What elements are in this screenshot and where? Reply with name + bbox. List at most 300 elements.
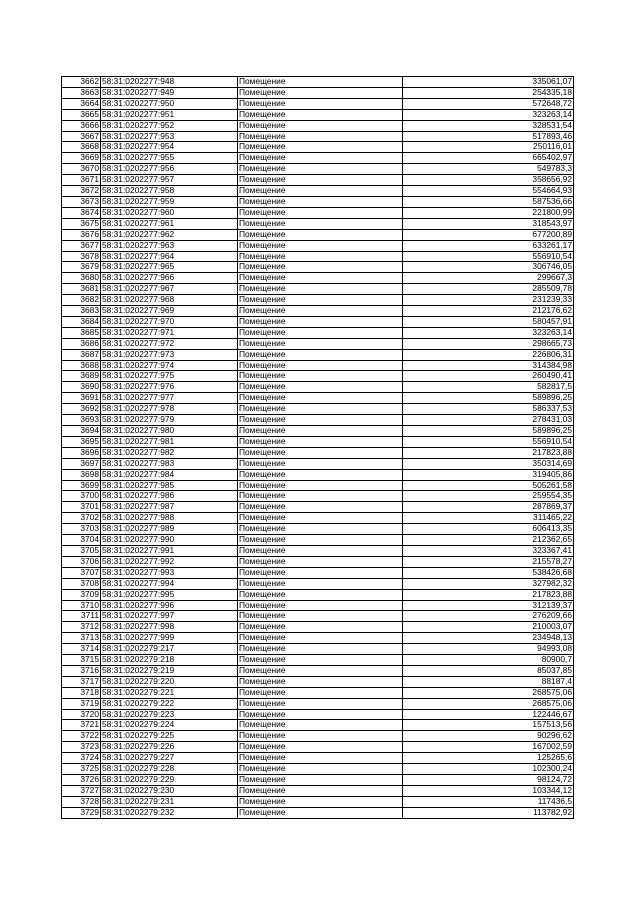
cadastral-number-cell: 58:31:0202277:964: [101, 251, 238, 262]
table-row: [62, 742, 574, 753]
object-type-cell: Помещение: [238, 273, 403, 284]
cadastral-value-cell: 254335,18: [403, 87, 574, 98]
object-type-cell: Помещение: [238, 524, 403, 535]
row-number-cell: 3698: [62, 469, 101, 480]
object-type-cell: Помещение: [238, 393, 403, 404]
cadastral-number-cell: 58:31:0202279:226: [101, 742, 238, 753]
cadastral-value-cell: 312139,37: [403, 600, 574, 611]
cadastral-number-cell: 58:31:0202277:984: [101, 469, 238, 480]
row-number-cell: 3714: [62, 644, 101, 655]
cadastral-value-cell: 221800,99: [403, 207, 574, 218]
row-number-cell: 3729: [62, 807, 101, 818]
object-type-cell: Помещение: [238, 764, 403, 775]
cadastral-number-cell: 58:31:0202277:980: [101, 426, 238, 437]
cadastral-value-cell: 606413,35: [403, 524, 574, 535]
object-type-cell: Помещение: [238, 796, 403, 807]
cadastral-value-cell: 125265,6: [403, 753, 574, 764]
cadastral-number-cell: 58:31:0202277:950: [101, 98, 238, 109]
object-type-cell: Помещение: [238, 785, 403, 796]
row-number-cell: 3691: [62, 393, 101, 404]
table-row: [62, 316, 574, 327]
row-number-cell: 3703: [62, 524, 101, 535]
row-number-cell: 3709: [62, 589, 101, 600]
cadastral-number-cell: 58:31:0202279:225: [101, 731, 238, 742]
cadastral-number-cell: 58:31:0202277:981: [101, 436, 238, 447]
cadastral-value-cell: 589896,25: [403, 426, 574, 437]
table-row: [62, 164, 574, 175]
table-row: [62, 447, 574, 458]
table-row: [62, 535, 574, 546]
cadastral-number-cell: 58:31:0202277:977: [101, 393, 238, 404]
cadastral-value-cell: 276209,66: [403, 611, 574, 622]
cadastral-number-cell: 58:31:0202277:970: [101, 316, 238, 327]
cadastral-value-cell: 268575,06: [403, 698, 574, 709]
table-row: [62, 142, 574, 153]
table-row: [62, 665, 574, 676]
cadastral-value-cell: 231239,33: [403, 295, 574, 306]
object-type-cell: Помещение: [238, 480, 403, 491]
cadastral-value-cell: 556910,54: [403, 436, 574, 447]
object-type-cell: Помещение: [238, 251, 403, 262]
row-number-cell: 3727: [62, 785, 101, 796]
cadastral-number-cell: 58:31:0202277:963: [101, 240, 238, 251]
row-number-cell: 3673: [62, 196, 101, 207]
object-type-cell: Помещение: [238, 600, 403, 611]
table-row: [62, 556, 574, 567]
table-body: [62, 77, 574, 819]
object-type-cell: Помещение: [238, 665, 403, 676]
table-row: [62, 131, 574, 142]
row-number-cell: 3676: [62, 229, 101, 240]
cadastral-value-cell: 327982,32: [403, 578, 574, 589]
cadastral-number-cell: 58:31:0202279:223: [101, 709, 238, 720]
cadastral-value-cell: 90296,62: [403, 731, 574, 742]
cadastral-number-cell: 58:31:0202277:949: [101, 87, 238, 98]
row-number-cell: 3725: [62, 764, 101, 775]
cadastral-number-cell: 58:31:0202277:952: [101, 120, 238, 131]
object-type-cell: Помещение: [238, 306, 403, 317]
object-type-cell: Помещение: [238, 338, 403, 349]
cadastral-value-cell: 278431,03: [403, 415, 574, 426]
object-type-cell: Помещение: [238, 753, 403, 764]
cadastral-value-cell: 556910,54: [403, 251, 574, 262]
cadastral-number-cell: 58:31:0202277:975: [101, 371, 238, 382]
cadastral-number-cell: 58:31:0202277:979: [101, 415, 238, 426]
table-row: [62, 404, 574, 415]
table-row: [62, 415, 574, 426]
cadastral-value-cell: 358656,92: [403, 175, 574, 186]
object-type-cell: Помещение: [238, 567, 403, 578]
table-row: [62, 262, 574, 273]
row-number-cell: 3704: [62, 535, 101, 546]
cadastral-number-cell: 58:31:0202279:218: [101, 655, 238, 666]
row-number-cell: 3674: [62, 207, 101, 218]
table-row: [62, 295, 574, 306]
cadastral-value-cell: 586337,53: [403, 404, 574, 415]
table-row: [62, 436, 574, 447]
row-number-cell: 3666: [62, 120, 101, 131]
cadastral-value-cell: 554664,93: [403, 186, 574, 197]
cadastral-value-cell: 268575,06: [403, 687, 574, 698]
cadastral-value-cell: 167002,59: [403, 742, 574, 753]
cadastral-value-cell: 85037,85: [403, 665, 574, 676]
cadastral-number-cell: 58:31:0202277:990: [101, 535, 238, 546]
object-type-cell: Помещение: [238, 676, 403, 687]
object-type-cell: Помещение: [238, 360, 403, 371]
object-type-cell: Помещение: [238, 153, 403, 164]
row-number-cell: 3701: [62, 502, 101, 513]
object-type-cell: Помещение: [238, 502, 403, 513]
cadastral-number-cell: 58:31:0202279:220: [101, 676, 238, 687]
cadastral-value-cell: 314384,98: [403, 360, 574, 371]
row-number-cell: 3700: [62, 491, 101, 502]
row-number-cell: 3722: [62, 731, 101, 742]
cadastral-number-cell: 58:31:0202277:967: [101, 284, 238, 295]
table-row: [62, 196, 574, 207]
row-number-cell: 3717: [62, 676, 101, 687]
cadastral-number-cell: 58:31:0202277:959: [101, 196, 238, 207]
row-number-cell: 3684: [62, 316, 101, 327]
cadastral-value-cell: 212362,65: [403, 535, 574, 546]
row-number-cell: 3695: [62, 436, 101, 447]
cadastral-number-cell: 58:31:0202277:951: [101, 109, 238, 120]
cadastral-number-cell: 58:31:0202277:991: [101, 545, 238, 556]
row-number-cell: 3689: [62, 371, 101, 382]
table-row: [62, 764, 574, 775]
object-type-cell: Помещение: [238, 611, 403, 622]
row-number-cell: 3706: [62, 556, 101, 567]
cadastral-value-cell: 259554,35: [403, 491, 574, 502]
cadastral-number-cell: 58:31:0202277:956: [101, 164, 238, 175]
row-number-cell: 3696: [62, 447, 101, 458]
row-number-cell: 3705: [62, 545, 101, 556]
cadastral-value-cell: 98124,72: [403, 775, 574, 786]
row-number-cell: 3707: [62, 567, 101, 578]
cadastral-number-cell: 58:31:0202277:958: [101, 186, 238, 197]
cadastral-number-cell: 58:31:0202279:232: [101, 807, 238, 818]
cadastral-number-cell: 58:31:0202277:987: [101, 502, 238, 513]
table-row: [62, 698, 574, 709]
object-type-cell: Помещение: [238, 491, 403, 502]
cadastral-value-cell: 319405,86: [403, 469, 574, 480]
row-number-cell: 3718: [62, 687, 101, 698]
row-number-cell: 3685: [62, 327, 101, 338]
row-number-cell: 3690: [62, 382, 101, 393]
object-type-cell: Помещение: [238, 513, 403, 524]
row-number-cell: 3721: [62, 720, 101, 731]
cadastral-number-cell: 58:31:0202277:969: [101, 306, 238, 317]
object-type-cell: Помещение: [238, 404, 403, 415]
row-number-cell: 3719: [62, 698, 101, 709]
cadastral-value-cell: 677200,89: [403, 229, 574, 240]
table-row: [62, 469, 574, 480]
cadastral-value-cell: 335061,07: [403, 77, 574, 88]
cadastral-number-cell: 58:31:0202279:221: [101, 687, 238, 698]
row-number-cell: 3667: [62, 131, 101, 142]
table-row: [62, 98, 574, 109]
cadastral-number-cell: 58:31:0202277:998: [101, 622, 238, 633]
table-row: [62, 567, 574, 578]
table-row: [62, 120, 574, 131]
cadastral-number-cell: 58:31:0202277:978: [101, 404, 238, 415]
cadastral-value-cell: 582817,5: [403, 382, 574, 393]
object-type-cell: Помещение: [238, 120, 403, 131]
table-row: [62, 393, 574, 404]
cadastral-value-cell: 117436,5: [403, 796, 574, 807]
cadastral-value-cell: 298665,73: [403, 338, 574, 349]
table-row: [62, 611, 574, 622]
table-row: [62, 524, 574, 535]
object-type-cell: Помещение: [238, 535, 403, 546]
cadastral-number-cell: 58:31:0202279:230: [101, 785, 238, 796]
row-number-cell: 3688: [62, 360, 101, 371]
row-number-cell: 3728: [62, 796, 101, 807]
table-row: [62, 382, 574, 393]
object-type-cell: Помещение: [238, 207, 403, 218]
cadastral-number-cell: 58:31:0202277:961: [101, 218, 238, 229]
table-row: [62, 87, 574, 98]
cadastral-value-cell: 113782,92: [403, 807, 574, 818]
cadastral-value-cell: 122446,67: [403, 709, 574, 720]
cadastral-value-cell: 260490,41: [403, 371, 574, 382]
row-number-cell: 3702: [62, 513, 101, 524]
object-type-cell: Помещение: [238, 655, 403, 666]
cadastral-value-cell: 633261,17: [403, 240, 574, 251]
table-row: [62, 109, 574, 120]
cadastral-number-cell: 58:31:0202277:960: [101, 207, 238, 218]
object-type-cell: Помещение: [238, 131, 403, 142]
table-row: [62, 589, 574, 600]
cadastral-number-cell: 58:31:0202279:222: [101, 698, 238, 709]
cadastral-value-cell: 306746,05: [403, 262, 574, 273]
cadastral-number-cell: 58:31:0202277:976: [101, 382, 238, 393]
row-number-cell: 3693: [62, 415, 101, 426]
cadastral-number-cell: 58:31:0202277:973: [101, 349, 238, 360]
row-number-cell: 3681: [62, 284, 101, 295]
row-number-cell: 3694: [62, 426, 101, 437]
cadastral-number-cell: 58:31:0202277:994: [101, 578, 238, 589]
cadastral-value-cell: 323367,41: [403, 545, 574, 556]
table-row: [62, 633, 574, 644]
table-row: [62, 207, 574, 218]
row-number-cell: 3662: [62, 77, 101, 88]
object-type-cell: Помещение: [238, 142, 403, 153]
table-row: [62, 502, 574, 513]
object-type-cell: Помещение: [238, 578, 403, 589]
cadastral-value-cell: 212176,62: [403, 306, 574, 317]
row-number-cell: 3665: [62, 109, 101, 120]
row-number-cell: 3720: [62, 709, 101, 720]
cadastral-number-cell: 58:31:0202277:954: [101, 142, 238, 153]
cadastral-value-cell: 287869,37: [403, 502, 574, 513]
cadastral-number-cell: 58:31:0202277:983: [101, 458, 238, 469]
table-row: [62, 218, 574, 229]
object-type-cell: Помещение: [238, 742, 403, 753]
cadastral-value-cell: 589896,25: [403, 393, 574, 404]
row-number-cell: 3682: [62, 295, 101, 306]
object-type-cell: Помещение: [238, 164, 403, 175]
cadastral-number-cell: 58:31:0202277:971: [101, 327, 238, 338]
cadastral-number-cell: 58:31:0202277:948: [101, 77, 238, 88]
cadastral-value-cell: 102300,24: [403, 764, 574, 775]
table-row: [62, 731, 574, 742]
cadastral-number-cell: 58:31:0202279:224: [101, 720, 238, 731]
cadastral-value-cell: 217823,88: [403, 447, 574, 458]
cadastral-value-cell: 580457,91: [403, 316, 574, 327]
table-row: [62, 458, 574, 469]
cadastral-number-cell: 58:31:0202277:982: [101, 447, 238, 458]
table-row: [62, 327, 574, 338]
object-type-cell: Помещение: [238, 98, 403, 109]
row-number-cell: 3716: [62, 665, 101, 676]
table-row: [62, 360, 574, 371]
row-number-cell: 3686: [62, 338, 101, 349]
cadastral-number-cell: 58:31:0202277:992: [101, 556, 238, 567]
object-type-cell: Помещение: [238, 415, 403, 426]
row-number-cell: 3699: [62, 480, 101, 491]
row-number-cell: 3678: [62, 251, 101, 262]
table-row: [62, 720, 574, 731]
cadastral-number-cell: 58:31:0202277:986: [101, 491, 238, 502]
object-type-cell: Помещение: [238, 218, 403, 229]
object-type-cell: Помещение: [238, 545, 403, 556]
cadastral-number-cell: 58:31:0202277:988: [101, 513, 238, 524]
cadastral-value-cell: 80900,7: [403, 655, 574, 666]
cadastral-number-cell: 58:31:0202279:219: [101, 665, 238, 676]
object-type-cell: Помещение: [238, 644, 403, 655]
object-type-cell: Помещение: [238, 229, 403, 240]
cadastral-value-cell: 538426,68: [403, 567, 574, 578]
cadastral-number-cell: 58:31:0202277:999: [101, 633, 238, 644]
cadastral-value-cell: 505261,58: [403, 480, 574, 491]
object-type-cell: Помещение: [238, 469, 403, 480]
object-type-cell: Помещение: [238, 382, 403, 393]
object-type-cell: Помещение: [238, 77, 403, 88]
table-row: [62, 480, 574, 491]
row-number-cell: 3712: [62, 622, 101, 633]
object-type-cell: Помещение: [238, 349, 403, 360]
object-type-cell: Помещение: [238, 284, 403, 295]
cadastral-number-cell: 58:31:0202277:957: [101, 175, 238, 186]
table-row: [62, 709, 574, 720]
row-number-cell: 3711: [62, 611, 101, 622]
row-number-cell: 3664: [62, 98, 101, 109]
object-type-cell: Помещение: [238, 262, 403, 273]
row-number-cell: 3672: [62, 186, 101, 197]
row-number-cell: 3680: [62, 273, 101, 284]
table-row: [62, 426, 574, 437]
row-number-cell: 3663: [62, 87, 101, 98]
row-number-cell: 3697: [62, 458, 101, 469]
object-type-cell: Помещение: [238, 436, 403, 447]
cadastral-value-cell: 323263,14: [403, 109, 574, 120]
object-type-cell: Помещение: [238, 426, 403, 437]
table-row: [62, 600, 574, 611]
row-number-cell: 3715: [62, 655, 101, 666]
cadastral-value-cell: 572648,72: [403, 98, 574, 109]
table-row: [62, 622, 574, 633]
object-type-cell: Помещение: [238, 186, 403, 197]
object-type-cell: Помещение: [238, 109, 403, 120]
cadastral-value-cell: 234948,13: [403, 633, 574, 644]
cadastral-value-cell: 549783,3: [403, 164, 574, 175]
row-number-cell: 3668: [62, 142, 101, 153]
table-row: [62, 240, 574, 251]
object-type-cell: Помещение: [238, 589, 403, 600]
cadastral-number-cell: 58:31:0202279:228: [101, 764, 238, 775]
table-row: [62, 785, 574, 796]
cadastral-value-cell: 665402,97: [403, 153, 574, 164]
cadastral-value-cell: 517893,46: [403, 131, 574, 142]
table-row: [62, 251, 574, 262]
cadastral-value-cell: 215578,27: [403, 556, 574, 567]
cadastral-number-cell: 58:31:0202279:231: [101, 796, 238, 807]
row-number-cell: 3708: [62, 578, 101, 589]
table-row: [62, 796, 574, 807]
cadastral-table: [61, 76, 574, 819]
cadastral-number-cell: 58:31:0202277:989: [101, 524, 238, 535]
cadastral-value-cell: 103344,12: [403, 785, 574, 796]
object-type-cell: Помещение: [238, 698, 403, 709]
row-number-cell: 3675: [62, 218, 101, 229]
cadastral-number-cell: 58:31:0202277:955: [101, 153, 238, 164]
table-row: [62, 578, 574, 589]
cadastral-value-cell: 323263,14: [403, 327, 574, 338]
object-type-cell: Помещение: [238, 633, 403, 644]
row-number-cell: 3692: [62, 404, 101, 415]
table-row: [62, 306, 574, 317]
object-type-cell: Помещение: [238, 622, 403, 633]
table-row: [62, 655, 574, 666]
cadastral-number-cell: 58:31:0202277:974: [101, 360, 238, 371]
cadastral-number-cell: 58:31:0202277:996: [101, 600, 238, 611]
table-row: [62, 644, 574, 655]
cadastral-number-cell: 58:31:0202279:227: [101, 753, 238, 764]
cadastral-value-cell: 88187,4: [403, 676, 574, 687]
object-type-cell: Помещение: [238, 295, 403, 306]
cadastral-number-cell: 58:31:0202277:972: [101, 338, 238, 349]
table-row: [62, 513, 574, 524]
table-row: [62, 491, 574, 502]
cadastral-number-cell: 58:31:0202277:962: [101, 229, 238, 240]
cadastral-number-cell: 58:31:0202277:995: [101, 589, 238, 600]
cadastral-value-cell: 210003,07: [403, 622, 574, 633]
object-type-cell: Помещение: [238, 556, 403, 567]
table-row: [62, 676, 574, 687]
row-number-cell: 3713: [62, 633, 101, 644]
object-type-cell: Помещение: [238, 447, 403, 458]
cadastral-number-cell: 58:31:0202279:217: [101, 644, 238, 655]
table-row: [62, 284, 574, 295]
cadastral-number-cell: 58:31:0202277:997: [101, 611, 238, 622]
table-row: [62, 338, 574, 349]
object-type-cell: Помещение: [238, 175, 403, 186]
object-type-cell: Помещение: [238, 687, 403, 698]
table-row: [62, 77, 574, 88]
table-row: [62, 186, 574, 197]
row-number-cell: 3670: [62, 164, 101, 175]
cadastral-number-cell: 58:31:0202277:985: [101, 480, 238, 491]
object-type-cell: Помещение: [238, 807, 403, 818]
table-row: [62, 273, 574, 284]
object-type-cell: Помещение: [238, 731, 403, 742]
object-type-cell: Помещение: [238, 327, 403, 338]
cadastral-value-cell: 157513,56: [403, 720, 574, 731]
cadastral-number-cell: 58:31:0202277:953: [101, 131, 238, 142]
object-type-cell: Помещение: [238, 709, 403, 720]
cadastral-value-cell: 328531,54: [403, 120, 574, 131]
object-type-cell: Помещение: [238, 316, 403, 327]
